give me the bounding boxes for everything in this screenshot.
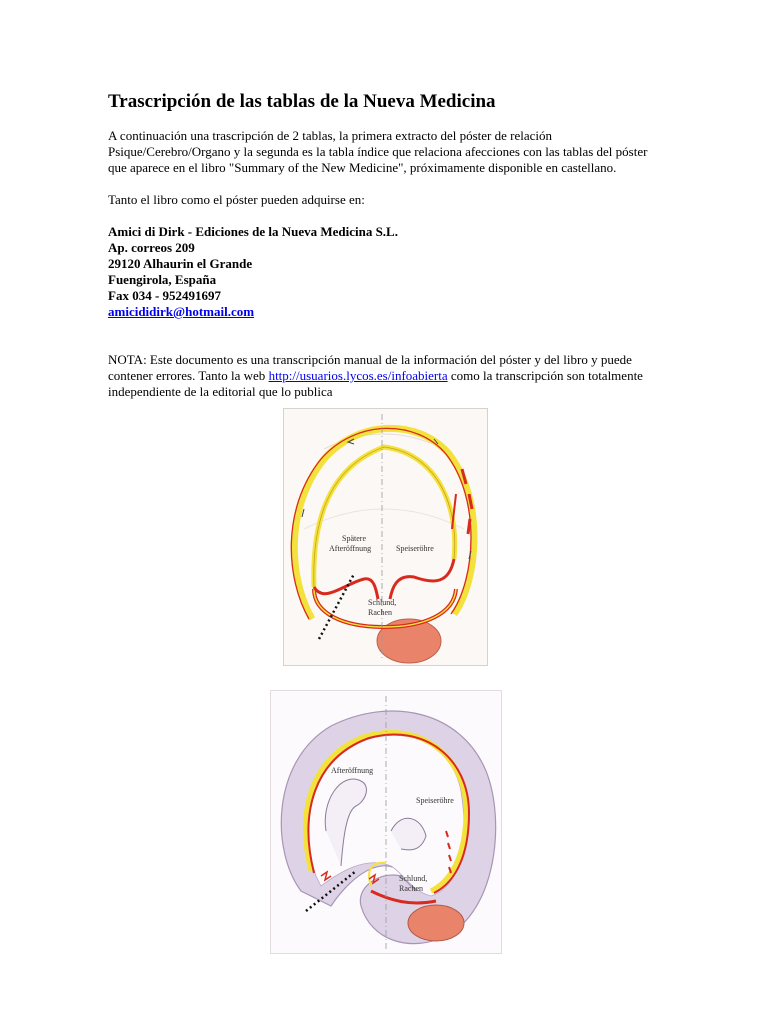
po-box: Ap. correos 209 [108, 240, 195, 255]
embryo-diagram-1-svg [284, 409, 487, 665]
page-title: Trascripción de las tablas de la Nueva Medicina [108, 91, 496, 112]
anus-label: Afteröffnung [331, 766, 374, 775]
email-link[interactable]: amicididirk@hotmail.com [108, 304, 255, 319]
nota-line: NOTA: Este documento es una transcripción manual de la información del póster y del libro y puede [108, 352, 632, 367]
postal-city: 29120 Alhaurin el Grande [108, 256, 253, 271]
nota-text: contener errores. Tanto la web [108, 368, 269, 383]
embryo-diagram-1 [283, 408, 488, 666]
intro-paragraph [108, 128, 708, 176]
mouth-blob [408, 905, 464, 941]
later-anus-label: Afteröffnung [329, 544, 372, 553]
purchase-lead: Tanto el libro como el póster pueden adquirse en: [108, 192, 365, 207]
publisher-name: Amici di Dirk - Ediciones de la Nueva Medicina S.L. [108, 224, 398, 239]
fax-number: Fax 034 - 952491697 [108, 288, 222, 303]
nota-text: como la transcripción son totalmente [447, 368, 643, 383]
throat-label: Schlund, [399, 874, 428, 883]
intro-line: que aparece en el libro "Summary of the New Medicine", próximamente disponible en castellano. [108, 160, 617, 175]
publisher-address [108, 224, 708, 320]
throat-label: Rachen [399, 884, 423, 893]
embryo-diagram-2 [270, 690, 502, 954]
document-page [108, 90, 708, 400]
intro-line: Psique/Cerebro/Organo y la segunda es la tabla índice que relaciona afecciones con las tablas del póster [108, 144, 648, 159]
nota-line [108, 368, 708, 384]
esophagus-label: Speiseröhre [416, 796, 454, 805]
nota-line: independiente de la editorial que lo publica [108, 384, 333, 399]
later-anus-label: Spätere [342, 534, 366, 543]
nota-paragraph [108, 352, 708, 400]
throat-label: Schlund, [368, 598, 397, 607]
embryo-diagram-2-svg [271, 691, 501, 953]
website-link[interactable]: http://usuarios.lycos.es/infoabierta [268, 368, 448, 383]
esophagus-label: Speiseröhre [396, 544, 434, 553]
region-country: Fuengirola, España [108, 272, 217, 287]
throat-label: Rachen [368, 608, 392, 617]
intro-line: A continuación una trascripción de 2 tablas, la primera extracto del póster de relación [108, 128, 552, 143]
